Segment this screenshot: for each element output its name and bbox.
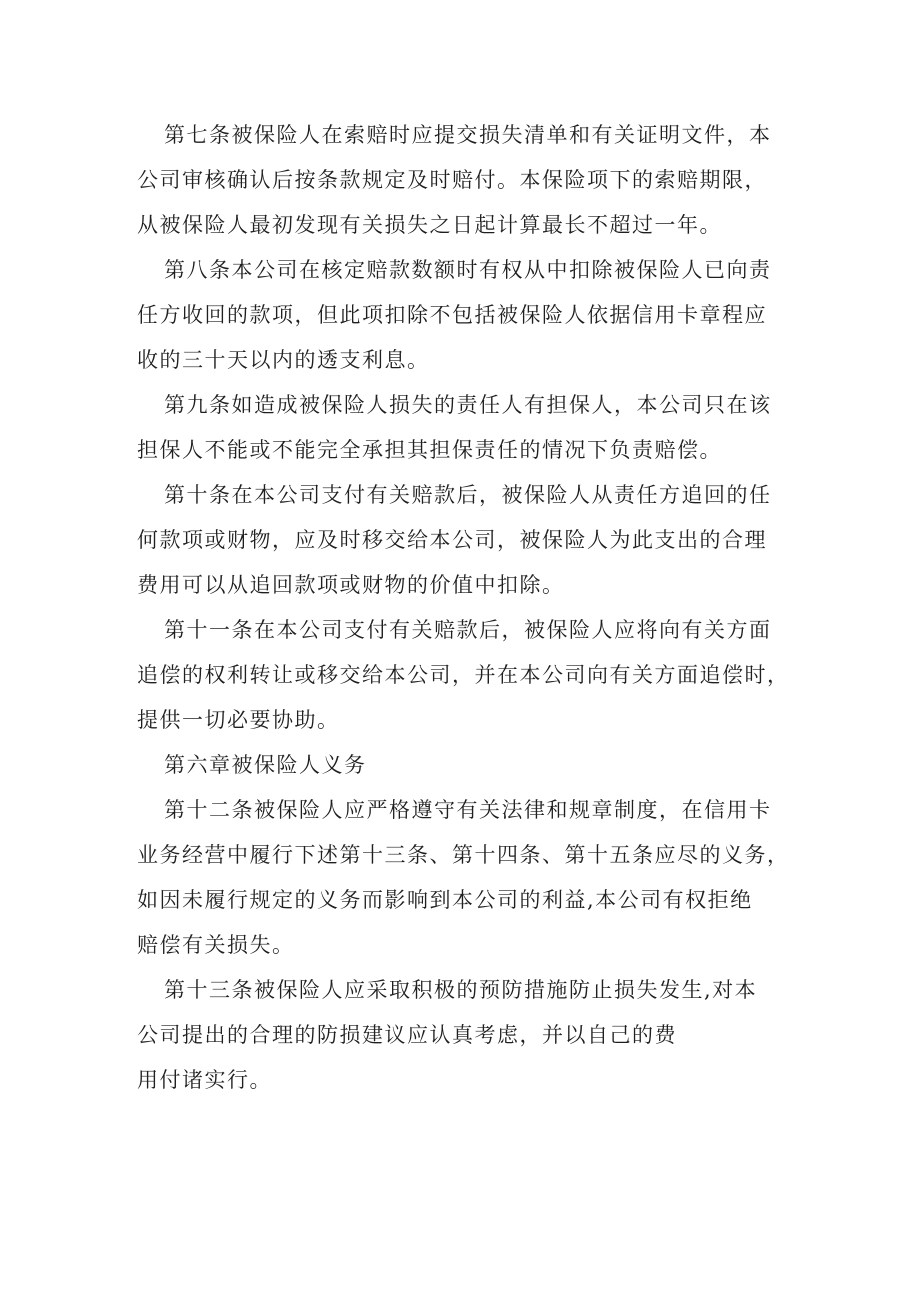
paragraph-line: 第十三条被保险人应采取积极的预防措施防止损失发生,对本 <box>164 978 758 1002</box>
paragraph-line: 第十条在本公司支付有关赔款后，被保险人从责任方追回的任 <box>164 483 772 507</box>
chapter-heading <box>137 743 797 788</box>
paragraph-line: 如因未履行规定的义务而影响到本公司的利益,本公司有权拒绝 <box>137 888 753 912</box>
paragraph-line: 公司审核确认后按条款规定及时赔付。本保险项下的索赔期限， <box>137 168 767 192</box>
paragraph-line: 第七条被保险人在索赔时应提交损失清单和有关证明文件，本 <box>164 123 772 147</box>
paragraph-line: 第八条本公司在核定赔款数额时有权从中扣除被保险人已向责 <box>164 258 772 282</box>
paragraph-line: 公司提出的合理的防损建议应认真考虑，并以自己的费 <box>137 1023 677 1047</box>
article-8-paragraph <box>137 248 797 383</box>
paragraph-line: 第十二条被保险人应严格遵守有关法律和规章制度，在信用卡 <box>164 798 772 822</box>
article-11-paragraph <box>137 608 797 743</box>
article-7-paragraph <box>137 113 797 248</box>
paragraph-line: 费用可以从追回款项或财物的价值中扣除。 <box>137 573 565 597</box>
article-12-paragraph <box>137 788 797 968</box>
document-body <box>137 113 797 1103</box>
paragraph-line: 何款项或财物，应及时移交给本公司，被保险人为此支出的合理 <box>137 528 767 552</box>
paragraph-line: 赔偿有关损失。 <box>137 933 295 957</box>
paragraph-line: 收的三十天以内的透支利息。 <box>137 348 430 372</box>
article-10-paragraph <box>137 473 797 608</box>
article-9-paragraph <box>137 383 797 473</box>
paragraph-line: 任方收回的款项，但此项扣除不包括被保险人依据信用卡章程应 <box>137 303 767 327</box>
paragraph-line: 用付诸实行。 <box>137 1068 272 1092</box>
paragraph-line: 提供一切必要协助。 <box>137 708 340 732</box>
paragraph-line: 第十一条在本公司支付有关赔款后，被保险人应将向有关方面 <box>164 618 772 642</box>
paragraph-line: 第九条如造成被保险人损失的责任人有担保人，本公司只在该 <box>164 393 772 417</box>
paragraph-line: 从被保险人最初发现有关损失之日起计算最长不超过一年。 <box>137 213 722 237</box>
paragraph-line: 担保人不能或不能完全承担其担保责任的情况下负责赔偿。 <box>137 438 722 462</box>
paragraph-line: 业务经营中履行下述第十三条、第十四条、第十五条应尽的义务， <box>137 843 790 867</box>
chapter-6-heading: 第六章被保险人义务 <box>164 753 367 777</box>
article-13-paragraph <box>137 968 797 1103</box>
paragraph-line: 追偿的权利转让或移交给本公司，并在本公司向有关方面追偿时， <box>137 663 790 687</box>
